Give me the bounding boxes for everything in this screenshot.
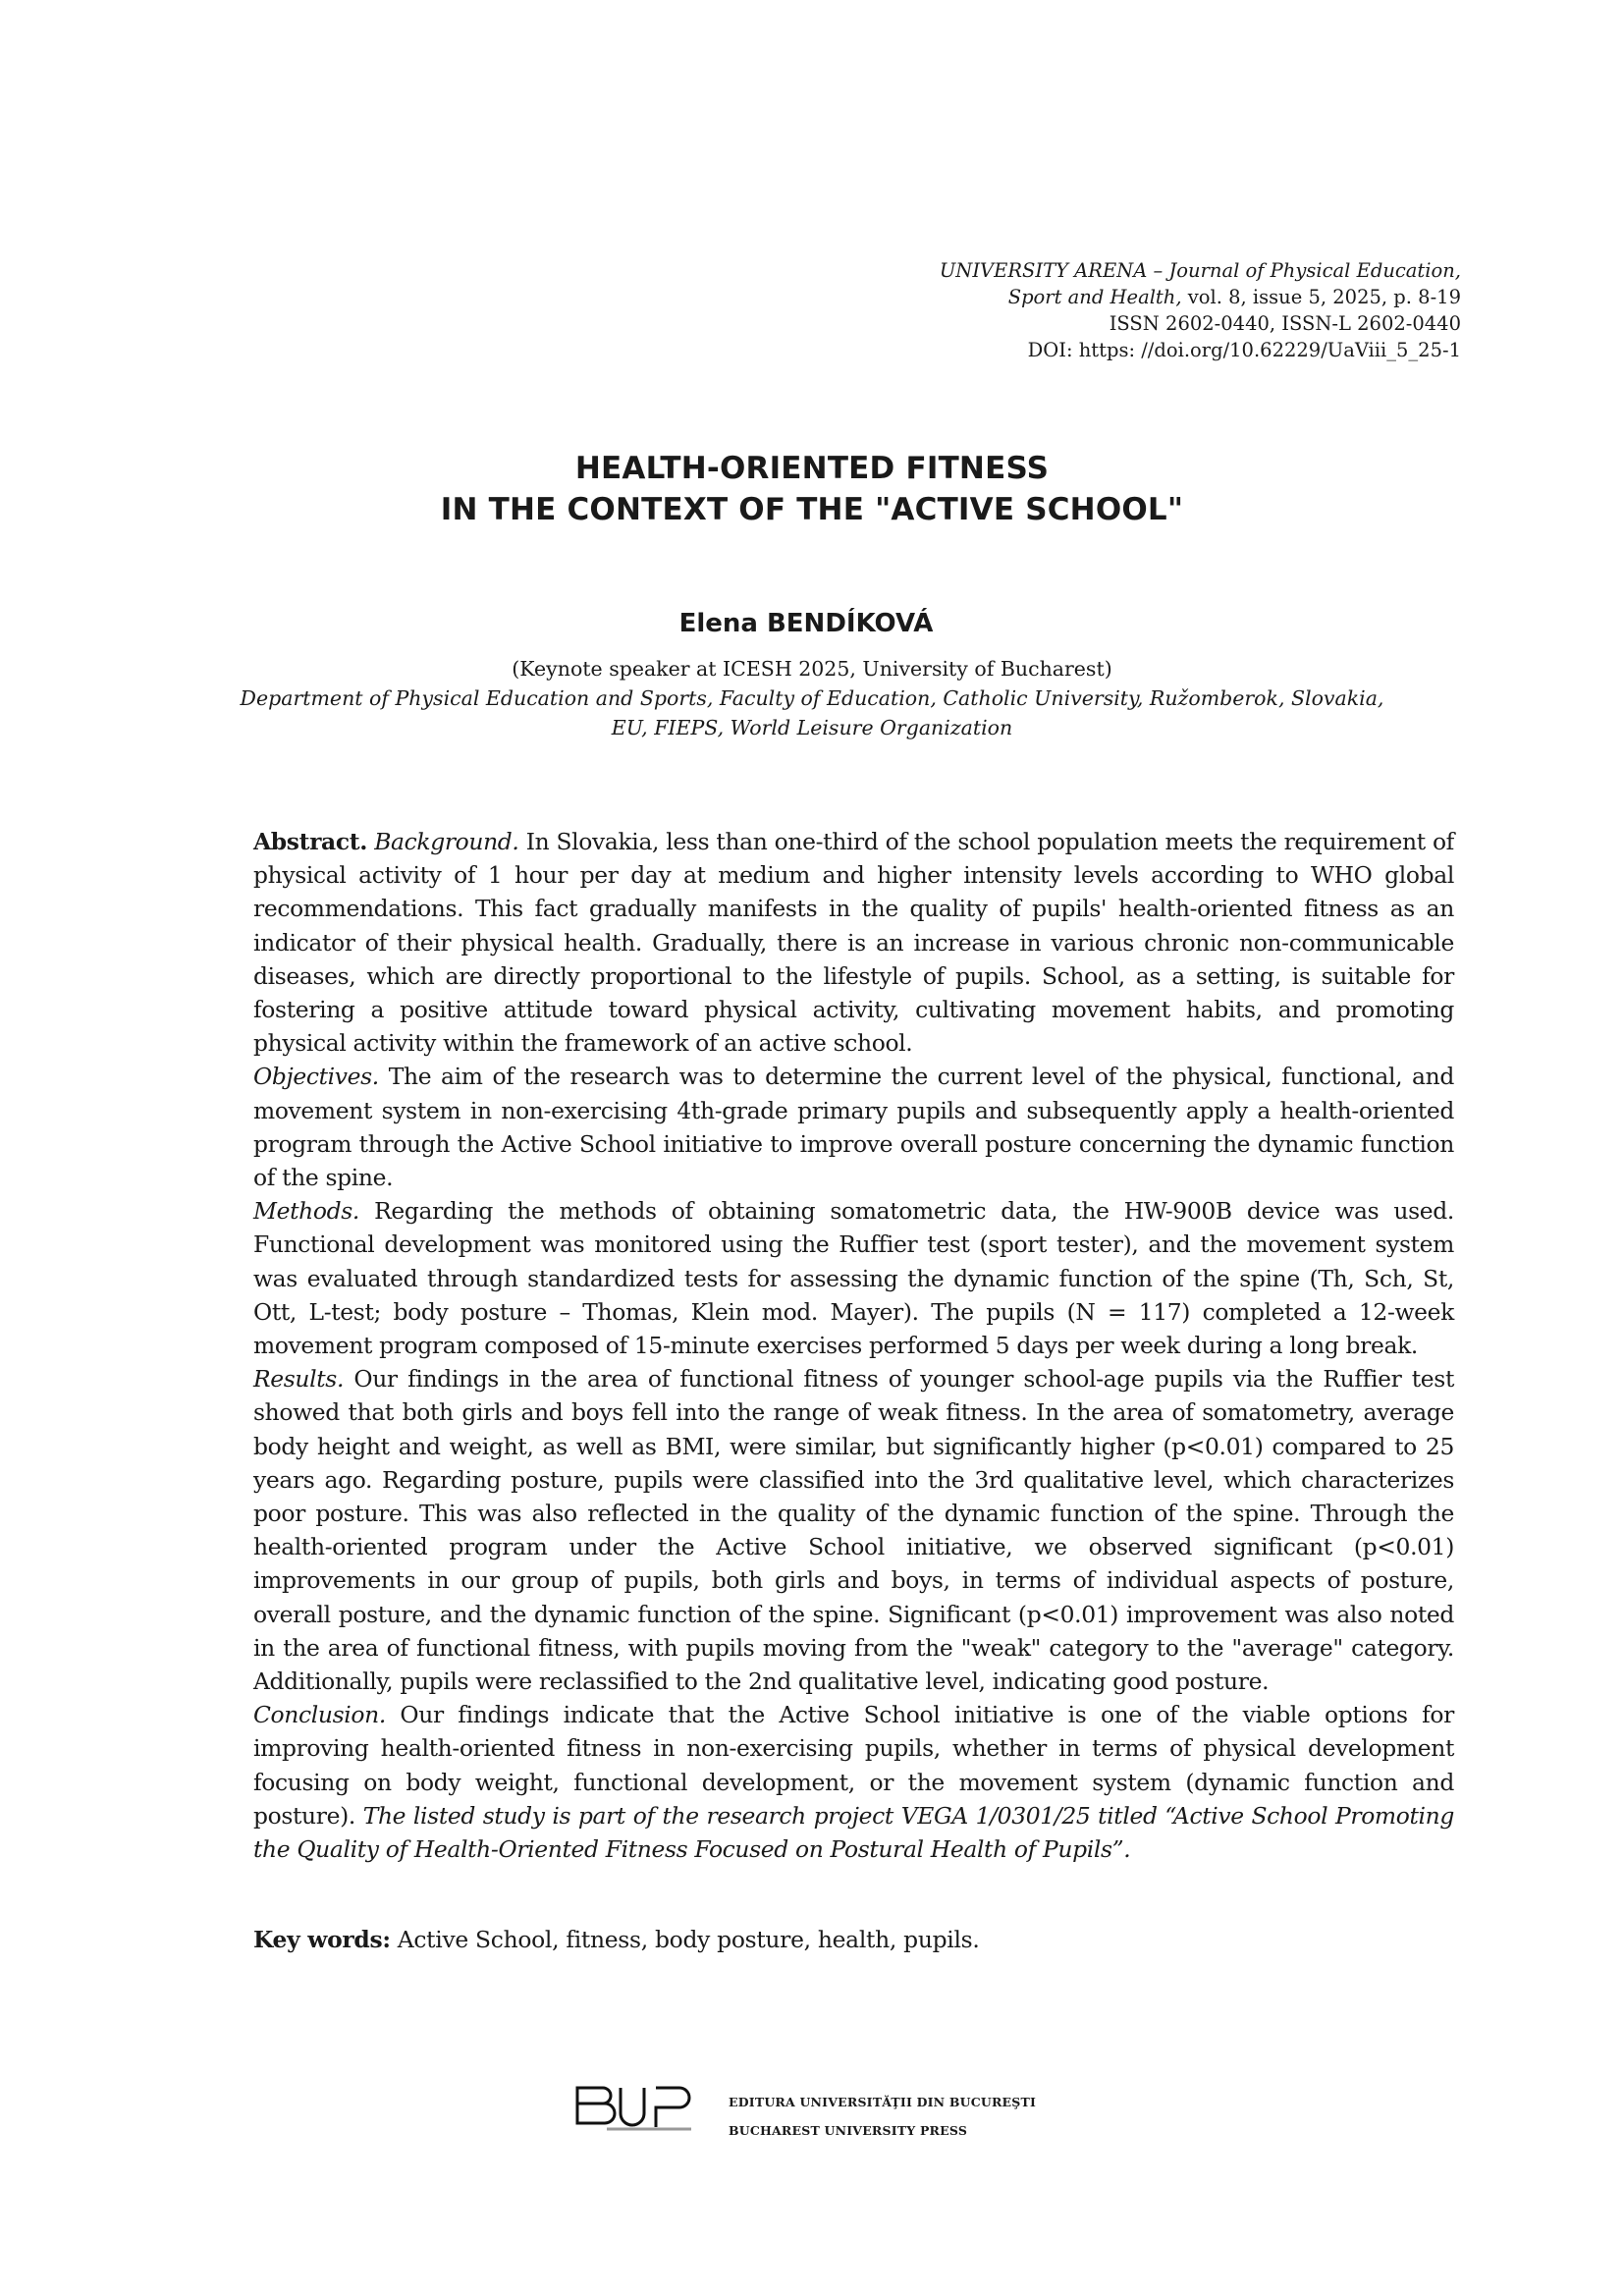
methods-text: Regarding the methods of obtaining somatometric data, the HW-900B device was used. Functional development was monitored using the Ruffier test (sport tester), and the movement system was evaluated through standardized tests for assessing the dynamic function of the spine (Th, Sch, St, Ott, L-test; body posture – Thomas, Klein mod. Mayer). The pupils (N = 117) completed a 12-week movement program composed of 15-minute exercises performed 5 days per week during a long break.	[253, 1197, 1454, 1360]
abstract-label: Abstract.	[253, 828, 367, 855]
abstract	[253, 825, 1454, 1866]
title-line-1: HEALTH-ORIENTED FITNESS	[574, 451, 1050, 486]
journal-name: UNIVERSITY ARENA – Journal of Physical Education,	[939, 259, 1461, 282]
paper-title	[0, 448, 1624, 530]
journal-name-cont: Sport and Health,	[1007, 286, 1182, 308]
author-role: (Keynote speaker at ICESH 2025, University of Bucharest)	[512, 657, 1112, 681]
abstract-background	[253, 825, 1454, 1060]
abstract-objectives	[253, 1060, 1454, 1194]
results-label: Results.	[253, 1365, 345, 1394]
publisher-footer	[573, 2080, 1084, 2138]
title-line-2: IN THE CONTEXT OF THE "ACTIVE SCHOOL"	[440, 492, 1184, 527]
journal-name-line	[715, 257, 1461, 284]
issn: ISSN 2602-0440, ISSN-L 2602-0440	[1109, 312, 1461, 335]
abstract-methods	[253, 1194, 1454, 1362]
keywords	[253, 1923, 1454, 1956]
volume-info: vol. 8, issue 5, 2025, p. 8-19	[1181, 286, 1461, 308]
abstract-conclusion	[253, 1698, 1454, 1866]
objectives-label: Objectives.	[253, 1063, 379, 1091]
background-text: In Slovakia, less than one-third of the school population meets the requirement of physical activity of 1 hour per day at medium and higher intensity levels according to WHO global recommendations. This fact gradually manifests in the quality of pupils' health-oriented fitness as an indicator of their physical health. Gradually, there is an increase in various chronic non-communicable diseases, which are directly proportional to the lifestyle of pupils. School, as a setting, is suitable for fostering a positive attitude toward physical activity, cultivating movement habits, and promoting physical activity within the framework of an active school.	[253, 828, 1454, 1058]
author-block	[196, 607, 1428, 742]
publisher-name-ro: EDITURA UNIVERSITĂŢII DIN BUCUREŞTI	[729, 2095, 1037, 2109]
conclusion-text: Our findings indicate that the Active School initiative is one of the viable options for improving health-oriented fitness in non-exercising pupils, whether in terms of physical development focusing on body weight, functional development, or the movement system (dynamic function and posture).	[253, 1701, 1454, 1830]
affiliation-line-2: EU, FIEPS, World Leisure Organization	[611, 716, 1013, 739]
abstract-results	[253, 1362, 1454, 1698]
publisher-name-en: BUCHAREST UNIVERSITY PRESS	[729, 2123, 968, 2138]
background-label: Background.	[374, 828, 519, 855]
conclusion-label: Conclusion.	[253, 1701, 386, 1729]
journal-volume-line	[715, 284, 1461, 310]
keywords-text: Active School, fitness, body posture, health, pupils.	[390, 1926, 980, 1953]
objectives-text: The aim of the research was to determine the current level of the physical, functional, and movement system in non-exercising 4th-grade primary pupils and subsequently apply a health-oriented program through the Active School initiative to improve overall posture concerning the dynamic function of the spine.	[253, 1063, 1454, 1192]
publisher-name	[729, 2088, 1036, 2145]
affiliation-line-1: Department of Physical Education and Sports, Faculty of Education, Catholic University, Ružomberok, Slovakia,	[240, 686, 1384, 710]
doi[interactable]: DOI: https: //doi.org/10.62229/UaViii_5_25-1	[1027, 339, 1461, 361]
journal-header	[715, 257, 1461, 363]
methods-label: Methods.	[253, 1197, 359, 1226]
author-affiliation	[196, 683, 1428, 742]
bucharest-university-press-logo-icon	[573, 2080, 701, 2135]
author-name: Elena BENDÍKOVÁ	[678, 609, 934, 638]
results-text: Our findings in the area of functional fitness of younger school-age pupils via the Ruffier test showed that both girls and boys fell into the range of weak fitness. In the area of somatometry, average body height and weight, as well as BMI, were similar, but significantly higher (p<0.01) compared to 25 years ago. Regarding posture, pupils were classified into the 3rd qualitative level, which characterizes poor posture. This was also reflected in the quality of the dynamic function of the spine. Through the health-oriented program under the Active School initiative, we observed significant (p<0.01) improvements in our group of pupils, both girls and boys, in terms of individual aspects of posture, overall posture, and the dynamic function of the spine. Significant (p<0.01) improvement was also noted in the area of functional fitness, with pupils moving from the "weak" category to the "average" category. Additionally, pupils were reclassified to the 2nd qualitative level, indicating good posture.	[253, 1365, 1454, 1696]
project-note: The listed study is part of the research project VEGA 1/0301/25 titled “Active School Promoting the Quality of Health-Oriented Fitness Focused on Postural Health of Pupils”.	[253, 1801, 1455, 1864]
keywords-label: Key words:	[253, 1926, 391, 1953]
